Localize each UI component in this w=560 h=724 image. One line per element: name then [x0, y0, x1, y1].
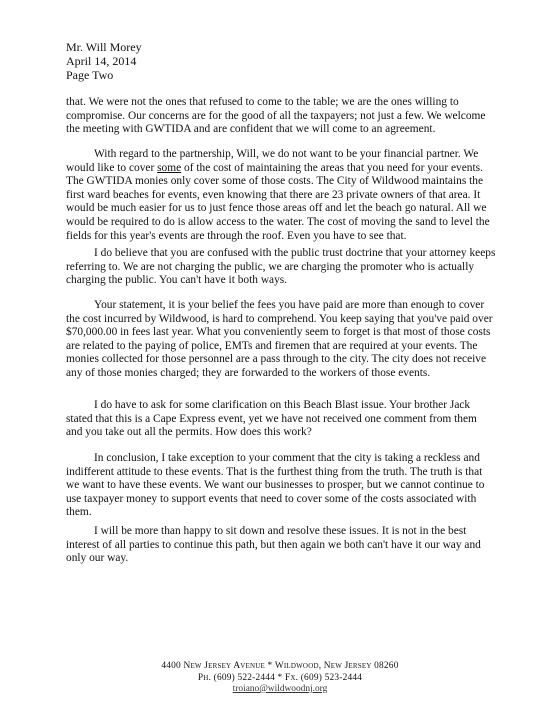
recipient-name: Mr. Will Morey	[66, 40, 142, 54]
footer-phone-fax: Ph. (609) 522-2444 * Fx. (609) 523-2444	[197, 672, 363, 683]
page-number: Page Two	[66, 68, 114, 82]
body-paragraph-5: I do have to ask for some clarification on this Beach Blast issue. Your brother Jack stated that this is a Cape Express event, yet we have not received one comment from them and you take out all the permits. How does this work?	[66, 399, 477, 439]
letter-date: April 14, 2014	[66, 54, 137, 68]
paragraph-2-text-end: of the cost of maintaining the areas that you need for your events. The GWTIDA monies only cover some of those costs. The City of Wildwood maintains the first ward beaches for events, even knowing that there are 23 private owners of that area. It would be much easier for us to just fence those areas off and let the beach go natural. All we would be required to do is allow access to the water. The cost of moving the sand to level the fields for this year's events are through the roof. Even you have to see that.	[66, 161, 490, 242]
underlined-word: some	[157, 161, 182, 174]
footer-email-link[interactable]: troiano@wildwoodnj.org	[232, 684, 328, 694]
letter-header	[66, 40, 142, 82]
footer-address: 4400 New Jersey Avenue * Wildwood, New Jersey 08260	[161, 661, 399, 671]
body-paragraph-1: that. We were not the ones that refused to come to the table; we are the ones willing to compromise. Our concerns are for the good of all the taxpayers; not just a few. We welcome the meeting with GWTIDA and are confident that we will come to an agreement.	[66, 96, 486, 136]
letterhead-footer	[0, 661, 560, 696]
body-paragraph-4: Your statement, it is your belief the fees you have paid are more than enough to cover the cost incurred by Wildwood, is hard to comprehend. You keep saying that you've paid over $70,000.00 in fees last year. What you conveniently seem to forget is that most of those costs are related to the paying of police, EMTs and firemen that are required at your events. The monies collected for those personnel are a pass through to the city. The city does not receive any of those monies charged; they are forwarded to the workers of those events.	[66, 299, 493, 379]
body-paragraph-2	[66, 148, 496, 243]
paragraph-2-text-start: With regard to the partnership, Will, we do not want to be your financial partner. We would like to cover	[66, 148, 479, 174]
body-paragraph-6: In conclusion, I take exception to your comment that the city is taking a reckless and indifferent attitude to these events. That is the furthest thing from the truth. The truth is that we want to have these events. We want our businesses to prosper, but we cannot continue to use taxpayer money to support events that need to cover some of the costs associated with them.	[66, 452, 485, 519]
body-paragraph-7: I will be more than happy to sit down and resolve these issues. It is not in the best interest of all parties to continue this path, but then again we both can't have it our way and only our way.	[66, 525, 481, 565]
body-paragraph-3: I do believe that you are confused with the public trust doctrine that your attorney keeps referring to. We are not charging the public, we are charging the promoter who is actually charging the public. You can't have it both ways.	[66, 247, 496, 287]
